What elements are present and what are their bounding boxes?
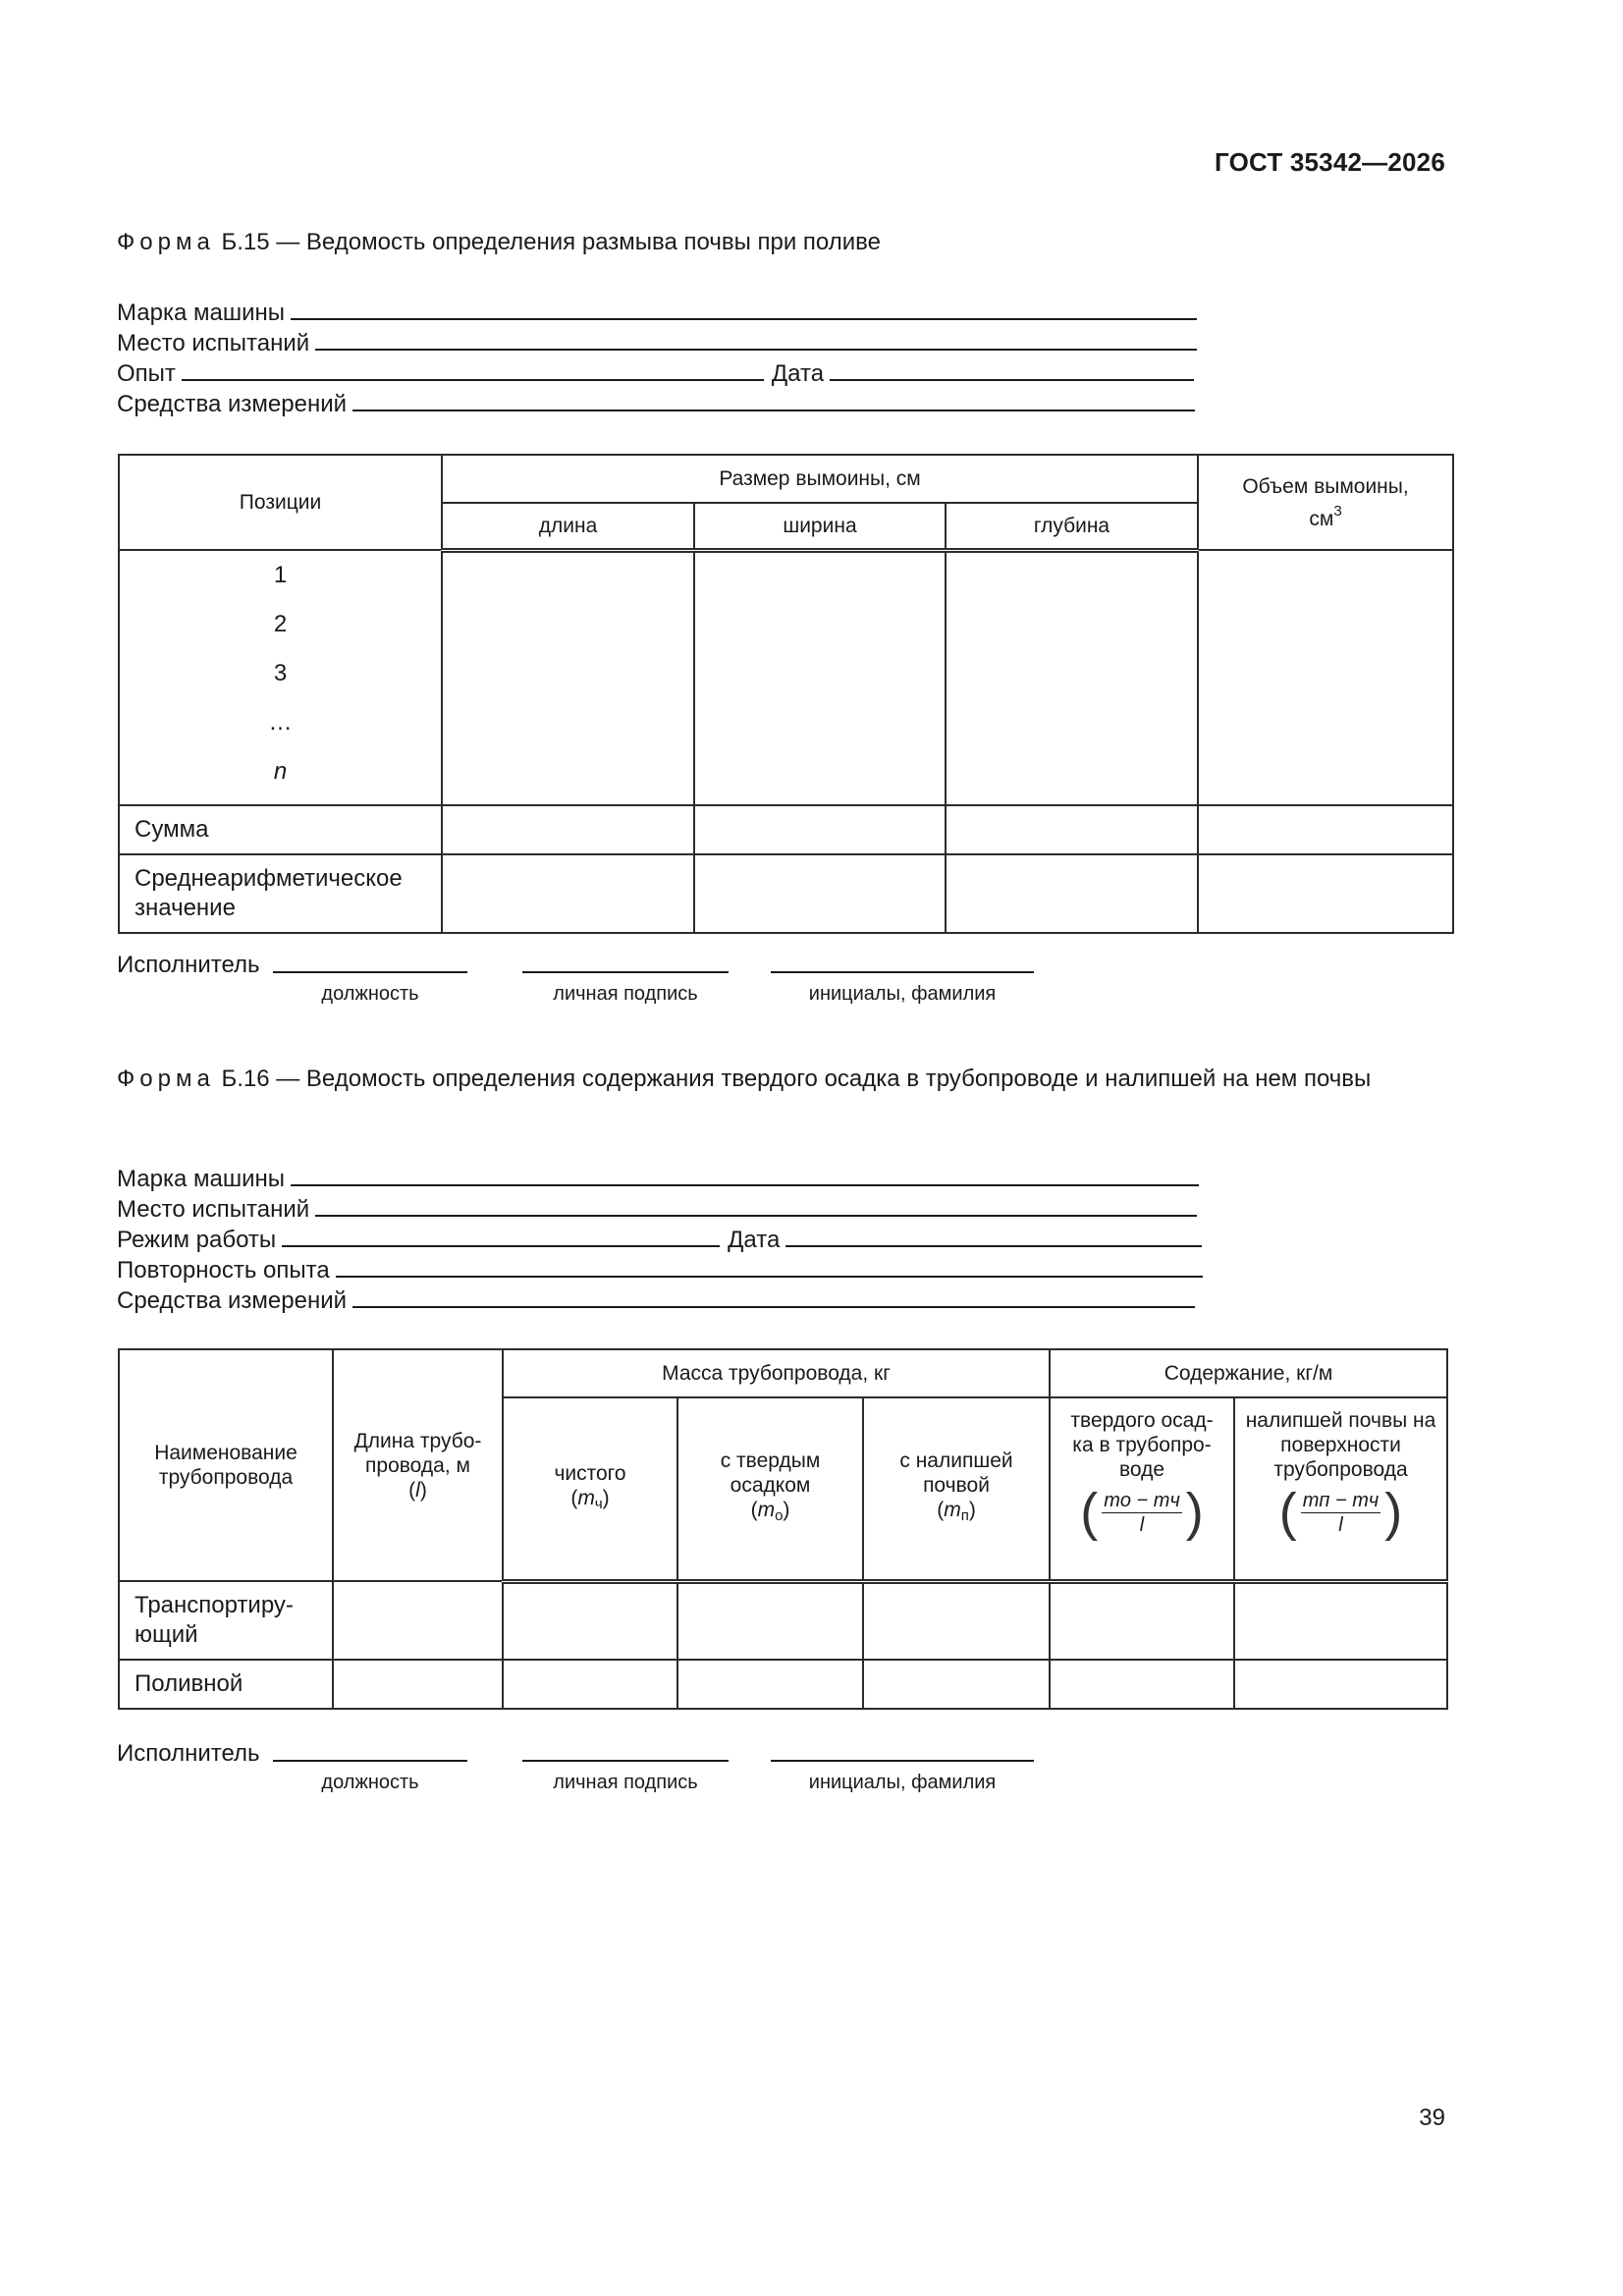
field-machine-15[interactable] xyxy=(117,297,1217,327)
position-item: n xyxy=(273,758,288,785)
header-pipe-length xyxy=(333,1349,503,1581)
formula-numerator: mп − mч xyxy=(1302,1489,1380,1511)
field-label: Повторность опыта xyxy=(117,1257,330,1284)
header-clean xyxy=(503,1397,677,1581)
field-label: Место испытаний xyxy=(117,330,310,356)
field-label: Дата xyxy=(771,360,825,387)
field-mode-16[interactable] xyxy=(117,1224,1217,1254)
caption-position: должность xyxy=(321,1772,419,1793)
header-volume xyxy=(1198,455,1453,550)
field-blank[interactable] xyxy=(182,357,764,381)
header-pipe-length-symbol: (l) xyxy=(408,1478,427,1502)
position-item: 3 xyxy=(273,660,288,686)
field-label: Марка машины xyxy=(117,300,286,326)
field-blank[interactable] xyxy=(830,357,1194,381)
cell-blank[interactable] xyxy=(1234,1660,1447,1709)
cell-blank[interactable] xyxy=(1198,805,1453,854)
field-blank[interactable] xyxy=(315,327,1197,351)
form-15-label: Форма xyxy=(117,229,215,255)
position-item: … xyxy=(268,709,293,736)
field-machine-16[interactable] xyxy=(117,1163,1217,1193)
field-label: Средства измерений xyxy=(117,391,348,417)
field-experiment-15[interactable] xyxy=(117,357,1217,388)
header-clean-text: чистого xyxy=(554,1461,626,1485)
cell-blank[interactable] xyxy=(1198,550,1453,805)
cell-blank[interactable] xyxy=(503,1581,677,1660)
signature-block-16 xyxy=(117,1738,1197,1797)
form-15-heading: Б.15 — Ведомость определения размыва почвы при поливе xyxy=(214,229,881,255)
header-pipe-name: Наименование трубопровода xyxy=(119,1349,333,1581)
field-blank[interactable] xyxy=(282,1224,720,1247)
field-blank[interactable] xyxy=(336,1254,1203,1278)
table-form-15 xyxy=(118,454,1454,934)
form-15-title xyxy=(117,227,1445,257)
form-16-heading: Б.16 — Ведомость определения содержания твердого осадка в трубопроводе и налипшей на нем почвы xyxy=(214,1066,1372,1092)
cell-blank[interactable] xyxy=(503,1660,677,1709)
formula-numerator: mо − mч xyxy=(1104,1489,1180,1511)
header-content-sediment-text: твердого осад-ка в трубопро-воде xyxy=(1070,1409,1214,1481)
header-depth: глубина xyxy=(946,503,1198,550)
formula-denominator: l xyxy=(1338,1513,1343,1536)
paren-left: ( xyxy=(1278,1483,1297,1542)
header-soil-symbol: (mп) xyxy=(937,1499,976,1525)
caption-position: должность xyxy=(321,983,419,1005)
cell-blank[interactable] xyxy=(333,1660,503,1709)
field-blank[interactable] xyxy=(291,1163,1199,1186)
formula-soil xyxy=(1278,1483,1403,1542)
paren-right: ) xyxy=(1185,1483,1204,1542)
header-mass: Масса трубопровода, кг xyxy=(503,1349,1050,1397)
cell-blank[interactable] xyxy=(946,550,1198,805)
header-content-soil xyxy=(1234,1397,1447,1581)
field-instruments-15[interactable] xyxy=(117,388,1217,418)
header-size: Размер вымоины, см xyxy=(442,455,1198,503)
formula-denominator: l xyxy=(1139,1513,1145,1536)
paren-right: ) xyxy=(1384,1483,1403,1542)
cell-blank[interactable] xyxy=(333,1581,503,1660)
signature-name-line[interactable] xyxy=(771,971,1034,973)
field-label: Марка машины xyxy=(117,1166,286,1192)
signature-label: Исполнитель xyxy=(117,1740,260,1767)
row-transport-label: Транспортиру-ющий xyxy=(119,1581,333,1660)
form-16-title xyxy=(117,1064,1445,1094)
header-sediment xyxy=(677,1397,863,1581)
header-content-sediment xyxy=(1050,1397,1234,1581)
row-sum-label: Сумма xyxy=(119,805,442,854)
header-width: ширина xyxy=(694,503,946,550)
cell-blank[interactable] xyxy=(694,854,946,933)
cell-blank[interactable] xyxy=(694,550,946,805)
field-place-16[interactable] xyxy=(117,1193,1217,1224)
signature-block-15 xyxy=(117,950,1197,1009)
header-content: Содержание, кг/м xyxy=(1050,1349,1447,1397)
caption-name: инициалы, фамилия xyxy=(808,1772,997,1793)
position-item: 1 xyxy=(273,562,288,588)
cell-blank[interactable] xyxy=(863,1581,1050,1660)
header-volume-text: Объем вымоины, см xyxy=(1242,474,1409,530)
cell-blank[interactable] xyxy=(1234,1581,1447,1660)
header-pipe-length-text: Длина трубо-провода, м xyxy=(353,1429,482,1477)
cell-blank[interactable] xyxy=(1198,854,1453,933)
field-repeat-16[interactable] xyxy=(117,1254,1217,1285)
field-blank[interactable] xyxy=(785,1224,1202,1247)
header-length: длина xyxy=(442,503,694,550)
form-16-label: Форма xyxy=(117,1066,215,1092)
signature-position-line[interactable] xyxy=(273,971,467,973)
field-label: Опыт xyxy=(117,360,176,387)
field-blank[interactable] xyxy=(315,1193,1197,1217)
header-positions: Позиции xyxy=(119,455,442,550)
header-content-soil-text: налипшей почвы на поверхности трубопровода xyxy=(1245,1409,1436,1481)
row-irrigation-label: Поливной xyxy=(119,1660,333,1709)
signature-sign-line[interactable] xyxy=(522,971,729,973)
cell-blank[interactable] xyxy=(863,1660,1050,1709)
formula-sediment xyxy=(1080,1483,1204,1542)
cell-blank[interactable] xyxy=(1050,1660,1234,1709)
signature-position-line[interactable] xyxy=(273,1760,467,1762)
field-blank[interactable] xyxy=(352,388,1195,411)
paren-left: ( xyxy=(1080,1483,1099,1542)
field-blank[interactable] xyxy=(291,297,1197,320)
field-label: Место испытаний xyxy=(117,1196,310,1223)
signature-sign-line[interactable] xyxy=(522,1760,729,1762)
caption-name: инициалы, фамилия xyxy=(808,983,997,1005)
caption-signature: личная подпись xyxy=(553,1772,698,1793)
cell-blank[interactable] xyxy=(442,805,694,854)
cell-blank[interactable] xyxy=(442,550,694,805)
cell-blank[interactable] xyxy=(694,805,946,854)
field-place-15[interactable] xyxy=(117,327,1217,357)
field-label: Режим работы xyxy=(117,1227,277,1253)
document-code: ГОСТ 35342—2026 xyxy=(1215,147,1445,177)
header-sediment-symbol: (mо) xyxy=(750,1499,790,1525)
signature-label: Исполнитель xyxy=(117,952,260,978)
row-mean-label: Среднеарифметическое значение xyxy=(119,854,442,933)
caption-signature: личная подпись xyxy=(553,983,698,1005)
cell-blank[interactable] xyxy=(1050,1581,1234,1660)
header-sediment-text: с твердым осадком xyxy=(720,1449,821,1498)
signature-name-line[interactable] xyxy=(771,1760,1034,1762)
cell-blank[interactable] xyxy=(946,854,1198,933)
table-form-16 xyxy=(118,1348,1448,1710)
field-instruments-16[interactable] xyxy=(117,1285,1217,1315)
header-soil xyxy=(863,1397,1050,1581)
cell-blank[interactable] xyxy=(442,854,694,933)
cell-blank[interactable] xyxy=(946,805,1198,854)
cell-blank[interactable] xyxy=(677,1581,863,1660)
page-number: 39 xyxy=(1419,2105,1445,2131)
header-soil-text: с налипшей почвой xyxy=(899,1449,1013,1498)
header-clean-symbol: (mч) xyxy=(570,1486,610,1512)
field-label: Средства измерений xyxy=(117,1287,348,1314)
field-blank[interactable] xyxy=(352,1285,1195,1308)
header-volume-sup: 3 xyxy=(1333,502,1342,519)
position-item: 2 xyxy=(273,611,288,637)
field-label: Дата xyxy=(728,1227,781,1253)
positions-list xyxy=(119,550,442,805)
cell-blank[interactable] xyxy=(677,1660,863,1709)
